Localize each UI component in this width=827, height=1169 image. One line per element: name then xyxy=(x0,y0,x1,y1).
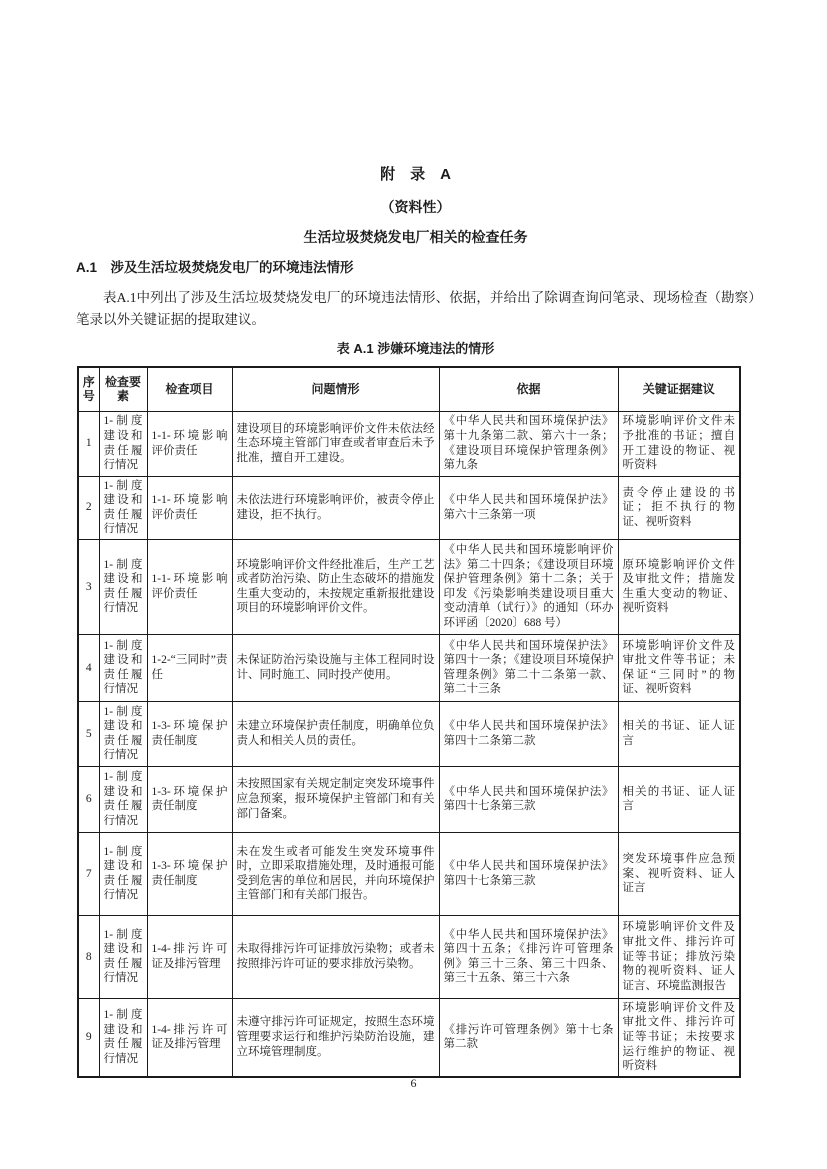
intro-paragraph: 表A.1中列出了涉及生活垃圾焚烧发电厂的环境违法情形、依据，并给出了除调查询问笔录、现场检查（勘察）笔录以外关键证据的提取建议。 xyxy=(76,290,755,327)
table-row-1 xyxy=(78,411,740,476)
cell-seq: 4 xyxy=(78,634,99,701)
cell-item: 1-1-环境影响评价责任 xyxy=(147,411,232,476)
table-row-7 xyxy=(78,832,740,915)
table-row-2 xyxy=(78,476,740,539)
cell-situation: 未按照国家有关规定制定突发环境事件应急预案，报环境保护主管部门和有关部门备案。 xyxy=(232,766,439,832)
cell-item: 1-1-环境影响评价责任 xyxy=(147,539,232,634)
cell-basis: 《中华人民共和国环境保护法》第六十三条第一项 xyxy=(439,476,618,539)
appendix-subtitle: 生活垃圾焚烧发电厂相关的检查任务 xyxy=(303,229,528,245)
cell-evidence: 突发环境事件应急预案、视听资料、证人证言 xyxy=(618,832,740,915)
cell-evidence: 环境影响评价文件及审批文件等书证；未保证“三同时”的物证、视听资料 xyxy=(618,634,740,701)
table-header-row xyxy=(78,367,740,411)
header-cell-item: 检查项目 xyxy=(147,367,232,411)
cell-item: 1-1-环境影响评价责任 xyxy=(147,476,232,539)
table-caption: 表 A.1 涉嫌环境违法的情形 xyxy=(336,341,495,356)
section-heading: A.1 涉及生活垃圾焚烧发电厂的环境违法情形 xyxy=(76,260,354,275)
cell-basis: 《中华人民共和国环境保护法》第四十一条；《建设项目环境保护管理条例》第二十二条第一款、第二十三条 xyxy=(439,634,618,701)
header-cell-seq: 序号 xyxy=(78,367,99,411)
cell-situation: 未建立环境保护责任制度，明确单位负责人和相关人员的责任。 xyxy=(232,701,439,766)
cell-item: 1-2-“三同时”责任 xyxy=(147,634,232,701)
cell-element: 1-制度建设和责任履行情况 xyxy=(99,915,147,998)
cell-item: 1-3-环境保护责任制度 xyxy=(147,701,232,766)
cell-seq: 5 xyxy=(78,701,99,766)
cell-seq: 9 xyxy=(78,998,99,1076)
cell-seq: 7 xyxy=(78,832,99,915)
appendix-note: （资料性） xyxy=(380,199,451,215)
cell-seq: 2 xyxy=(78,476,99,539)
cell-evidence: 相关的书证、证人证言 xyxy=(618,766,740,832)
table-row-4 xyxy=(78,634,740,701)
cell-evidence: 环境影响评价文件未予批准的书证；擅自开工建设的物证、视听资料 xyxy=(618,411,740,476)
cell-evidence: 环境影响评价文件及审批文件、排污许可证等书证；未按要求运行维护的物证、视听资料 xyxy=(618,998,740,1076)
table-row-5 xyxy=(78,701,740,766)
cell-basis: 《中华人民共和国环境保护法》第四十七条第三款 xyxy=(439,832,618,915)
cell-situation: 未取得排污许可证排放污染物；或者未按照排污许可证的要求排放污染物。 xyxy=(232,915,439,998)
cell-element: 1-制度建设和责任履行情况 xyxy=(99,832,147,915)
cell-item: 1-4-排污许可证及排污管理 xyxy=(147,998,232,1076)
cell-element: 1-制度建设和责任履行情况 xyxy=(99,411,147,476)
header-cell-basis: 依据 xyxy=(439,367,618,411)
cell-situation: 未保证防治污染设施与主体工程同时设计、同时施工、同时投产使用。 xyxy=(232,634,439,701)
cell-situation: 未遵守排污许可证规定，按照生态环境管理要求运行和维护污染防治设施，建立环境管理制度。 xyxy=(232,998,439,1076)
cell-basis: 《中华人民共和国环境影响评价法》第二十四条；《建设项目环境保护管理条例》第十二条；关于印发《污染影响类建设项目重大变动清单（试行）》的通知（环办环评函〔2020〕688 号） xyxy=(439,539,618,634)
cell-seq: 3 xyxy=(78,539,99,634)
cell-evidence: 责令停止建设的书证；拒不执行的物证、视听资料 xyxy=(618,476,740,539)
cell-element: 1-制度建设和责任履行情况 xyxy=(99,634,147,701)
table-row-9 xyxy=(78,998,740,1076)
cell-basis: 《中华人民共和国环境保护法》第四十七条第三款 xyxy=(439,766,618,832)
cell-item: 1-4-排污许可证及排污管理 xyxy=(147,915,232,998)
cell-evidence: 相关的书证、证人证言 xyxy=(618,701,740,766)
cell-seq: 1 xyxy=(78,411,99,476)
cell-item: 1-3-环境保护责任制度 xyxy=(147,766,232,832)
cell-situation: 建设项目的环境影响评价文件未依法经生态环境主管部门审查或者审查后未予批准，擅自开工建设。 xyxy=(232,411,439,476)
table-row-3 xyxy=(78,539,740,634)
appendix-title: 附 录 A xyxy=(380,166,451,183)
cell-element: 1-制度建设和责任履行情况 xyxy=(99,701,147,766)
page-number: 6 xyxy=(410,1076,417,1090)
cell-situation: 未依法进行环境影响评价，被责令停止建设，拒不执行。 xyxy=(232,476,439,539)
cell-basis: 《中华人民共和国环境保护法》第十九条第二款、第六十一条；《建设项目环境保护管理条例》第九条 xyxy=(439,411,618,476)
cell-seq: 6 xyxy=(78,766,99,832)
cell-evidence: 环境影响评价文件及审批文件、排污许可证等书证；排放污染物的视听资料、证人证言、环境监测报告 xyxy=(618,915,740,998)
cell-element: 1-制度建设和责任履行情况 xyxy=(99,998,147,1076)
table-row-8 xyxy=(78,915,740,998)
cell-situation: 环境影响评价文件经批准后，生产工艺或者防治污染、防止生态破坏的措施发生重大变动的，未按规定重新报批建设项目的环境影响评价文件。 xyxy=(232,539,439,634)
table-row-6 xyxy=(78,766,740,832)
cell-element: 1-制度建设和责任履行情况 xyxy=(99,766,147,832)
header-cell-evidence: 关键证据建议 xyxy=(618,367,740,411)
header-cell-situation: 问题情形 xyxy=(232,367,439,411)
cell-element: 1-制度建设和责任履行情况 xyxy=(99,476,147,539)
cell-situation: 未在发生或者可能发生突发环境事件时，立即采取措施处理，及时通报可能受到危害的单位和居民，并向环境保护主管部门和有关部门报告。 xyxy=(232,832,439,915)
cell-element: 1-制度建设和责任履行情况 xyxy=(99,539,147,634)
violations-table xyxy=(77,366,741,1078)
cell-item: 1-3-环境保护责任制度 xyxy=(147,832,232,915)
cell-seq: 8 xyxy=(78,915,99,998)
cell-basis: 《排污许可管理条例》第十七条第二款 xyxy=(439,998,618,1076)
cell-basis: 《中华人民共和国环境保护法》第四十五条；《排污许可管理条例》第三十三条、第三十四条、第三十五条、第三十六条 xyxy=(439,915,618,998)
cell-evidence: 原环境影响评价文件及审批文件；措施发生重大变动的物证、视听资料 xyxy=(618,539,740,634)
header-cell-element: 检查要素 xyxy=(99,367,147,411)
cell-basis: 《中华人民共和国环境保护法》第四十二条第二款 xyxy=(439,701,618,766)
